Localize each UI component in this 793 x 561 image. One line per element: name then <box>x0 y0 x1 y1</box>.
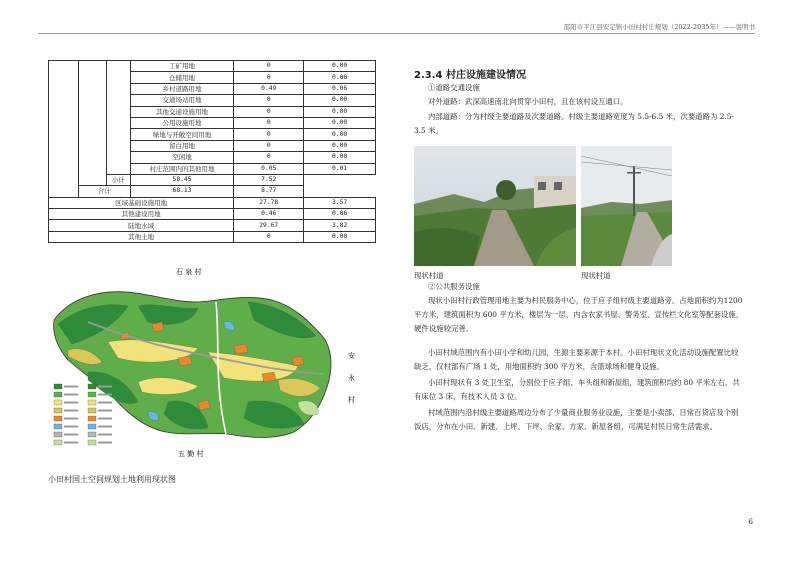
legend-text-line <box>64 386 78 388</box>
legend-text-line <box>98 418 112 420</box>
group-cell-level1 <box>49 61 79 198</box>
ratio-value: 0.00 <box>304 95 376 106</box>
photo-label-1: 现状村道 <box>414 271 444 280</box>
land-type-name: 仓储用地 <box>130 72 234 83</box>
area-value: 0 <box>234 95 304 106</box>
table-row <box>49 220 376 231</box>
para-internal-road: 内部道路：分为村级主要道路及次要道路。村级主要道路宽度为 5.5-6.5 米，次要道路为 2.5-3.5 米。 <box>414 112 734 135</box>
area-value: 27.78 <box>234 197 304 208</box>
legend-swatch <box>88 416 96 421</box>
table-row <box>49 209 376 220</box>
legend-swatch <box>88 400 96 405</box>
legend-text-line <box>98 442 112 444</box>
area-value: 0 <box>234 129 304 140</box>
legend-swatch <box>88 424 96 429</box>
map-label-north: 石 泉 村 <box>176 268 202 276</box>
para-service-center: 现状小田村行政管理用地主要为村民服务中心，位于应子组村级主要道路旁。占地面积约为1200 平方米，建筑面积为 600 平方米，楼层为一层，内含农家书屋、警务室、宣传栏文化室等配套设施，硬件设施较完善。 <box>414 296 744 333</box>
land-type-name: 其他交通设施用地 <box>130 106 234 117</box>
land-patch-residential <box>262 372 276 382</box>
table-row <box>49 231 376 242</box>
area-value: 0.49 <box>234 83 304 94</box>
subtotal-label: 小计 <box>106 174 130 185</box>
total-ratio: 8.77 <box>234 186 304 197</box>
legend-swatch <box>88 408 96 413</box>
ratio-value: 0.00 <box>304 106 376 117</box>
ratio-value: 3.82 <box>304 220 376 231</box>
page-number: 6 <box>748 518 753 526</box>
legend-text-line <box>64 418 78 420</box>
legend-swatch <box>88 440 96 445</box>
legend-swatch <box>54 392 62 397</box>
land-type-name: 区域基础设施用地 <box>49 197 234 208</box>
map-caption: 小田村国土空间规划土地利用现状图 <box>48 475 176 484</box>
area-value: 0 <box>234 117 304 128</box>
land-patch-residential <box>152 322 164 332</box>
legend-text-line <box>64 394 78 396</box>
legend-swatch <box>54 432 62 437</box>
para-health: 小田村现状有 3 处卫生室，分别位于应子组、车头组和新屋组，建筑面积均约 80 平米左右，共有床位 3 床，有技术人员 3 位。 <box>414 378 740 401</box>
para-school: 小田村域范围内有小田小学和幼儿园，生源主要来源于本村。小田村现状文化活动设施配置比较缺乏，仅村部有广场 1 处，用地面积约 300 平方米，含篮球场和健身设施。 <box>414 348 739 371</box>
para-external-road: 对外道路：武深高速南北向贯穿小田村，且在该村设互通口。 <box>428 97 628 106</box>
land-type-name: 其他建设用地 <box>49 209 234 220</box>
legend-swatch <box>88 384 96 389</box>
legend-text-line <box>98 426 112 428</box>
legend-swatch <box>54 400 62 405</box>
land-type-name: 陆地水域 <box>49 220 234 231</box>
land-type-name: 其他土地 <box>49 231 234 242</box>
legend-text-line <box>98 434 112 436</box>
area-value: 0 <box>234 231 304 242</box>
ratio-value: 0.00 <box>304 117 376 128</box>
para-commerce: 村域范围内沿村级主要道路周边分布了少量商业服务业设施，主要是小卖部、日常百货店及个别饭店，分布在小田、新建、上坪、下坪、余家、方家、新屋各组，可满足村民日常生活需求。 <box>414 408 739 431</box>
land-type-name: 公用设施用地 <box>130 117 234 128</box>
group-cell-level3 <box>106 61 130 175</box>
legend-text-line <box>98 410 112 412</box>
area-value: 0 <box>234 61 304 72</box>
land-type-name: 绿地与开敞空间用地 <box>130 129 234 140</box>
ratio-value: 0.06 <box>304 209 376 220</box>
land-patch-residential <box>292 356 304 366</box>
page-header: 邵阳市平江县安定镇小田村村庄规划（2022-2035年）——说明书 <box>563 23 755 31</box>
map-label-east: 安永村 <box>348 352 355 404</box>
photo-label-2: 现状村道 <box>581 271 611 280</box>
area-value: 29.67 <box>234 220 304 231</box>
area-value: 0 <box>234 72 304 83</box>
land-patch-residential <box>178 356 192 366</box>
land-patch-residential <box>234 344 248 354</box>
subsection-road: ①道路交通设施 <box>428 83 480 92</box>
legend-swatch <box>88 392 96 397</box>
area-value: 0.05 <box>234 163 304 174</box>
ratio-value: 0.00 <box>304 61 376 72</box>
ratio-value: 3.57 <box>304 197 376 208</box>
area-value: 0 <box>234 152 304 163</box>
legend-text-line <box>98 402 112 404</box>
legend-swatch <box>54 424 62 429</box>
subtotal-area: 58.45 <box>130 174 234 185</box>
ratio-value: 0.00 <box>304 140 376 151</box>
total-label: 合计 <box>78 186 130 197</box>
map-label-south: 五 勤 村 <box>178 450 204 458</box>
land-patch-residential <box>198 400 210 410</box>
ratio-value: 0.00 <box>304 129 376 140</box>
land-use-table <box>48 60 376 243</box>
photo-village-road-1 <box>414 146 576 266</box>
legend-swatch <box>54 440 62 445</box>
section-title: 2.3.4 村庄设施建设情况 <box>414 70 526 81</box>
ratio-value: 0.00 <box>304 152 376 163</box>
subtotal-ratio: 7.52 <box>234 174 304 185</box>
land-use-map <box>48 262 378 470</box>
land-type-name: 交通场站用地 <box>130 95 234 106</box>
ratio-value: 0.06 <box>304 83 376 94</box>
area-value: 0.46 <box>234 209 304 220</box>
legend-swatch <box>88 432 96 437</box>
legend-text-line <box>64 410 78 412</box>
land-type-name: 空闲地 <box>130 152 234 163</box>
photo-village-road-2 <box>581 146 672 266</box>
land-type-name: 留白用地 <box>130 140 234 151</box>
legend-swatch <box>54 384 62 389</box>
area-value: 0 <box>234 140 304 151</box>
legend-text-line <box>64 442 78 444</box>
legend-text-line <box>98 386 112 388</box>
header-divider <box>38 33 755 34</box>
land-type-name: 乡村道路用地 <box>130 83 234 94</box>
legend-swatch <box>54 416 62 421</box>
map-legend <box>54 384 112 445</box>
legend-swatch <box>54 408 62 413</box>
table-row-total <box>49 186 376 197</box>
ratio-value: 0.00 <box>304 72 376 83</box>
legend-text-line <box>64 402 78 404</box>
land-type-name: 村庄范围内的其他用地 <box>130 163 234 174</box>
table-row <box>49 197 376 208</box>
land-type-name: 工矿用地 <box>130 61 234 72</box>
legend-text-line <box>98 394 112 396</box>
table-row <box>49 61 376 72</box>
group-cell-level2 <box>78 61 106 186</box>
ratio-value: 0.00 <box>304 231 376 242</box>
area-value: 0 <box>234 106 304 117</box>
legend-text-line <box>64 434 78 436</box>
subsection-service: ②公共服务设施 <box>428 282 480 291</box>
total-area: 68.13 <box>130 186 234 197</box>
ratio-value: 0.01 <box>304 163 376 174</box>
legend-text-line <box>64 426 78 428</box>
